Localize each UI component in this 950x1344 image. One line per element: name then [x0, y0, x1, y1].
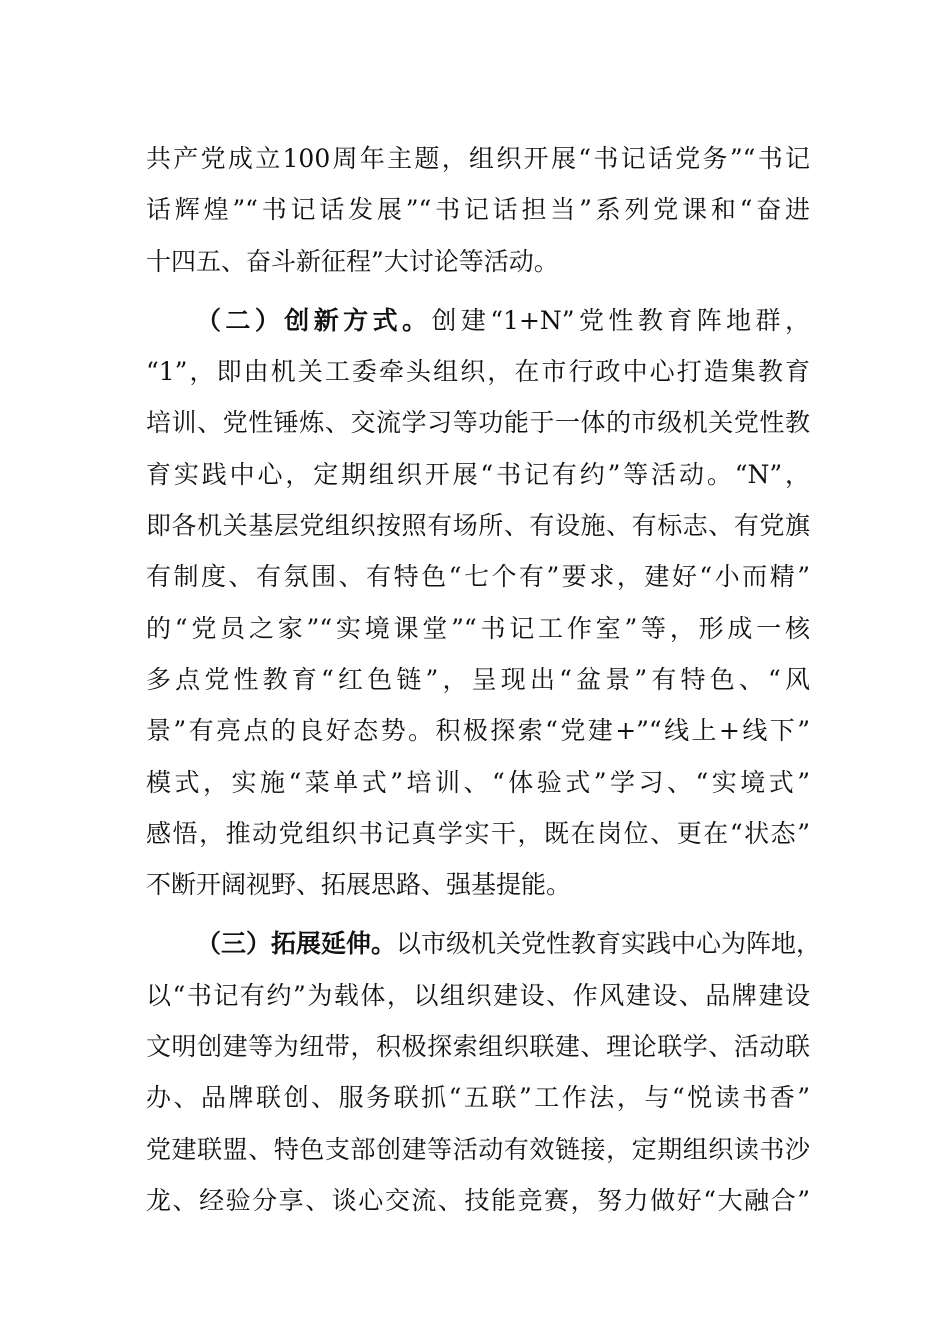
text-line: 多点党性教育“红色链”，呈现出“盆景”有特色、“风: [146, 664, 810, 694]
text-line: 有制度、有氛围、有特色“七个有”要求，建好“小而精”: [146, 562, 811, 592]
text-line: 模式，实施“菜单式”培训、“体验式”学习、“实境式”: [146, 767, 810, 797]
text-line: 培训、党性锤炼、交流学习等功能于一体的市级机关党性教: [146, 408, 810, 438]
text-line: 即各机关基层党组织按照有场所、有设施、有标志、有党旗: [146, 511, 810, 541]
section-heading: （二）创新方式。: [196, 305, 432, 335]
text-line: “1”，即由机关工委牵头组织，在市行政中心打造集教育: [146, 357, 810, 387]
paragraph-3: [146, 918, 822, 1226]
text-line: 十四五、奋斗新征程”大讨论等活动。: [146, 246, 559, 276]
text-line: 不断开阔视野、拓展思路、强基提能。: [146, 870, 572, 900]
text-line: 景”有亮点的良好态势。积极探索“党建+”“线上+线下”: [146, 716, 810, 746]
paragraph-2: [146, 295, 810, 911]
text-line: 以“书记有约”为载体，以组织建设、作风建设、品牌建设: [146, 980, 810, 1010]
text-line: 办、品牌联创、服务联抓“五联”工作法，与“悦读书香”: [146, 1083, 810, 1113]
text-line: 党建联盟、特色支部创建等活动有效链接，定期组织读书沙: [146, 1134, 810, 1164]
text-line: [146, 295, 810, 346]
paragraph-1: [146, 133, 810, 287]
text-line: 的“党员之家”“实境课堂”“书记工作室”等，形成一核: [146, 613, 810, 643]
section-heading: （三）拓展延伸。: [196, 929, 397, 959]
text-line: [146, 918, 822, 969]
text-span: 以市级机关党性教育实践中心为阵地，: [396, 929, 822, 959]
text-line: 感悟，推动党组织书记真学实干，既在岗位、更在“状态”: [146, 818, 810, 848]
text-line: 龙、经验分享、谈心交流、技能竞赛，努力做好“大融合”: [146, 1185, 810, 1215]
text-line: 话辉煌”“书记话发展”“书记话担当”系列党课和“奋进: [146, 195, 810, 225]
document-body: [146, 133, 822, 1226]
text-line: 共产党成立100周年主题，组织开展“书记话党务”“书记: [146, 144, 810, 173]
text-line: 育实践中心，定期组织开展“书记有约”等活动。“N”，: [146, 459, 810, 489]
text-line: 文明创建等为纽带，积极探索组织联建、理论联学、活动联: [146, 1032, 810, 1062]
text-span: 创建“1+N”党性教育阵地群，: [431, 305, 810, 335]
